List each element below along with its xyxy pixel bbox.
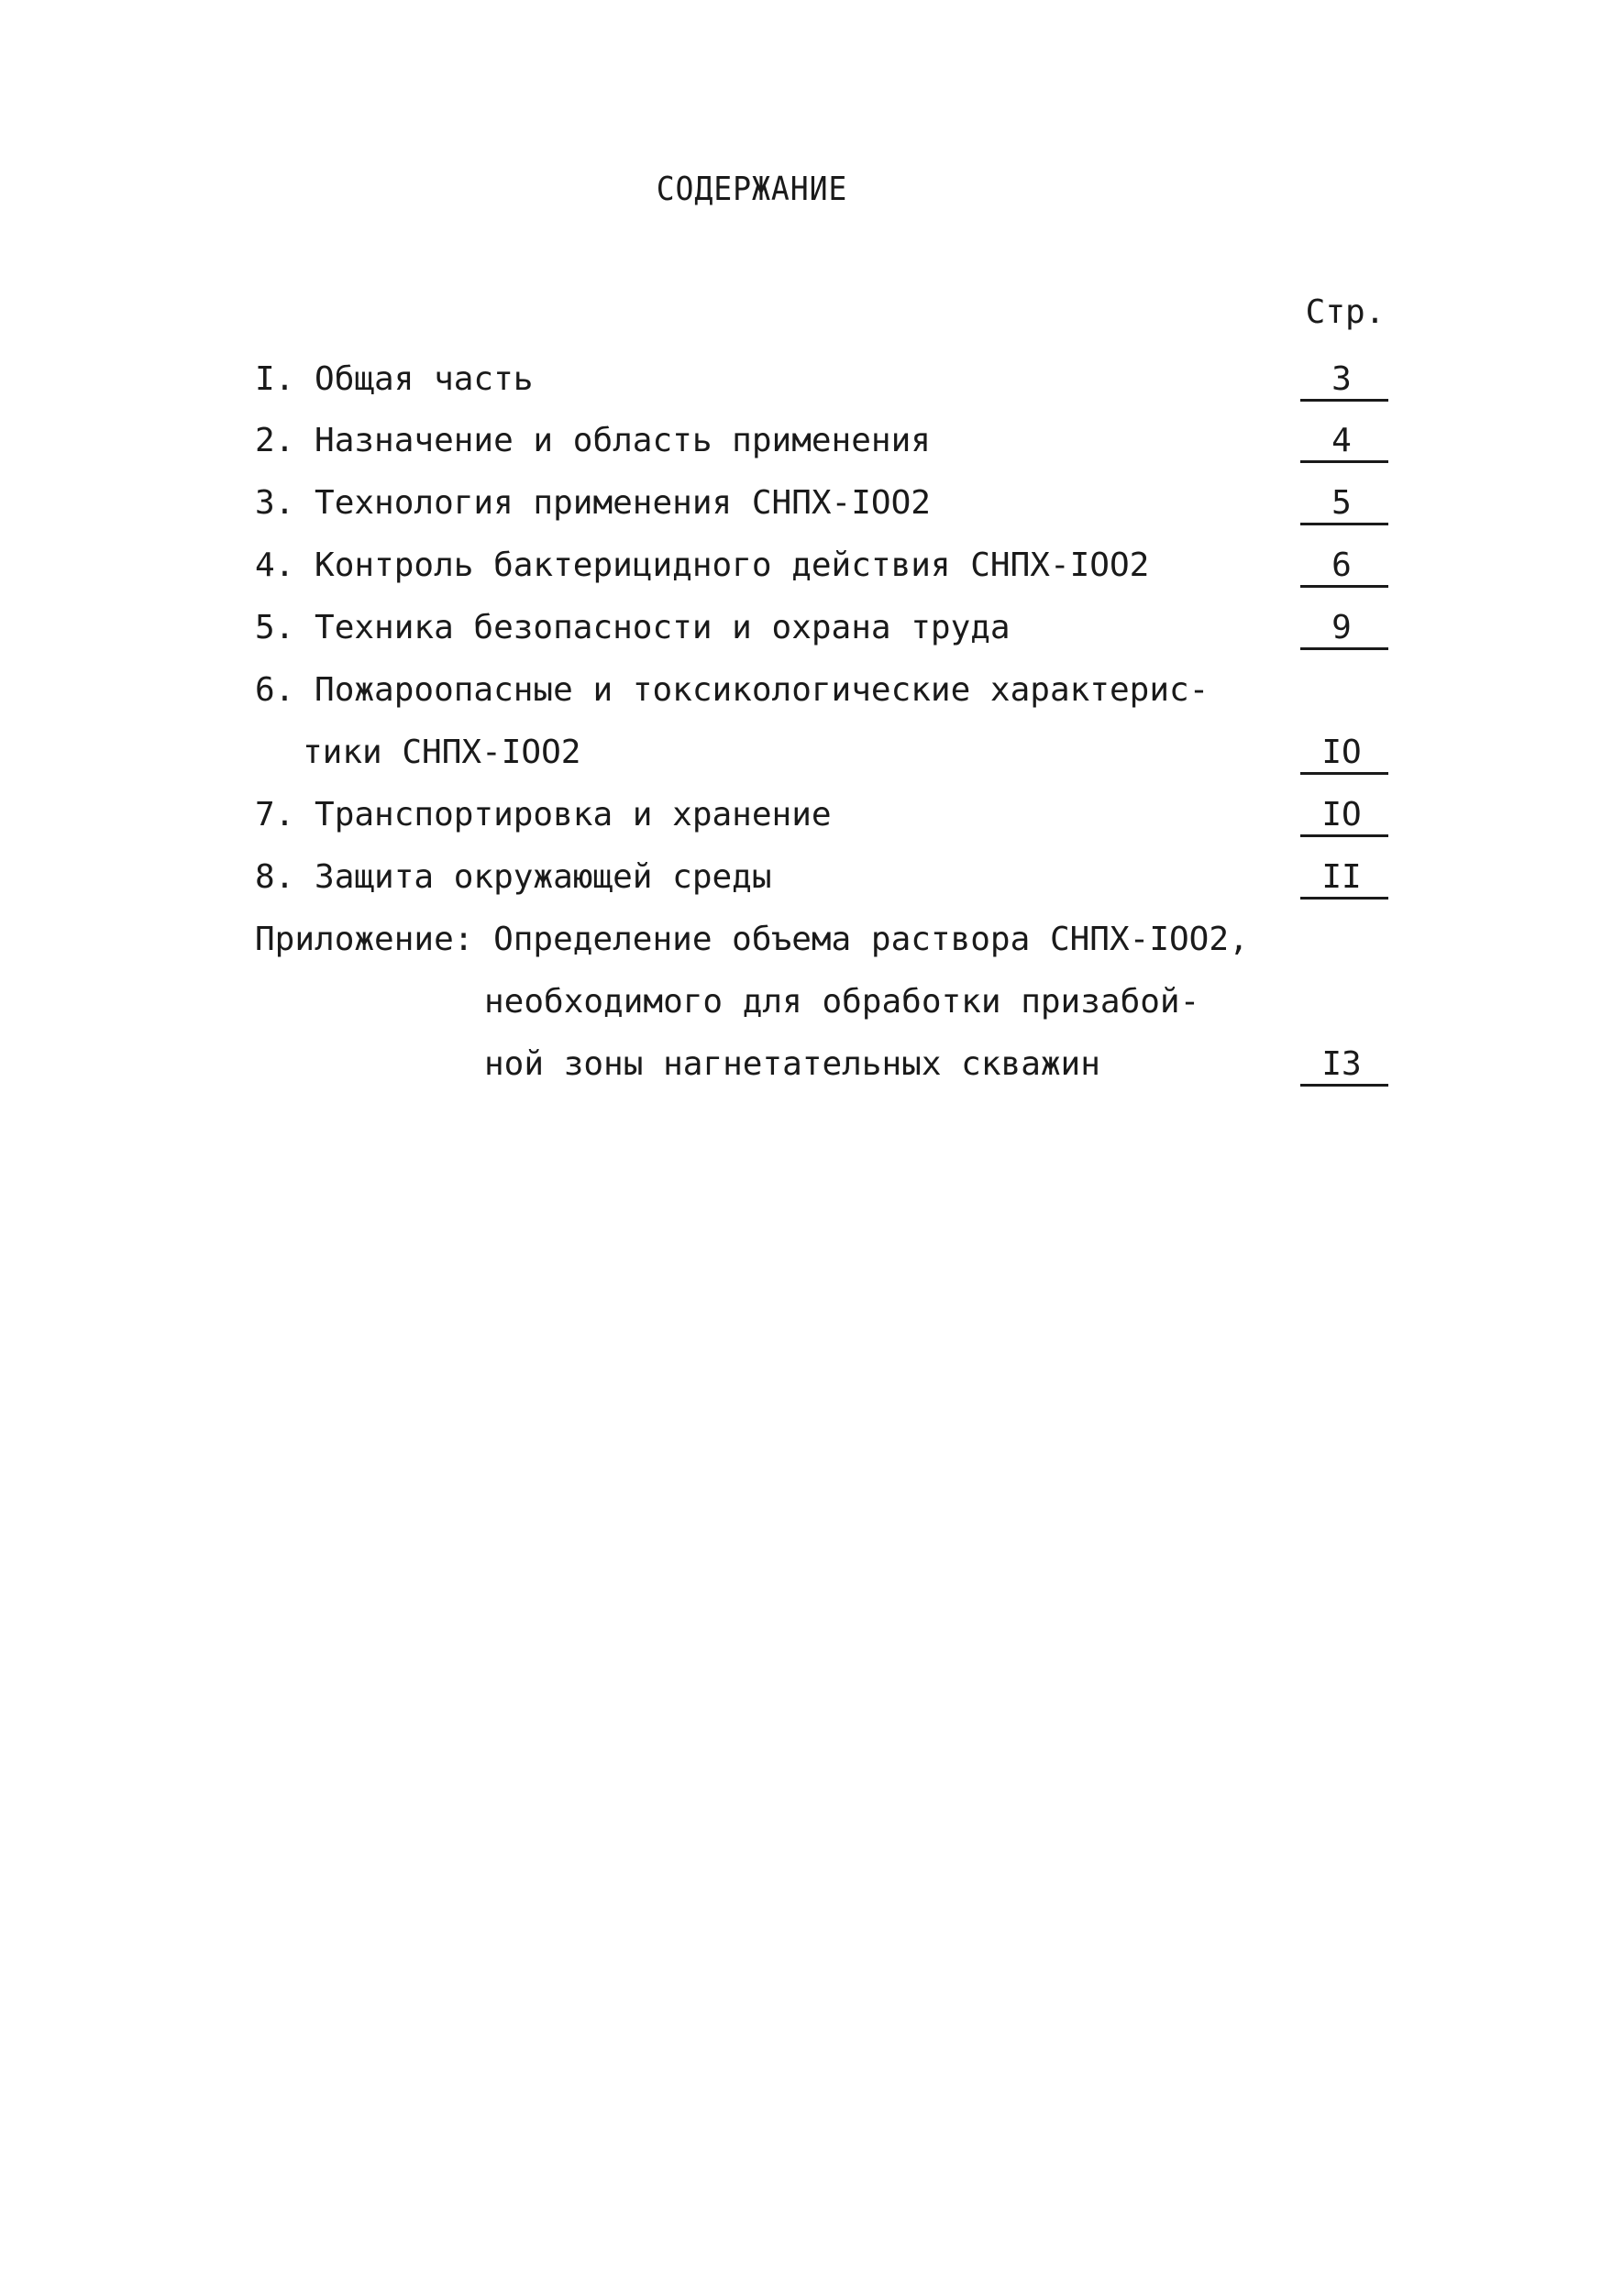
toc-entry-page: 5 bbox=[1300, 476, 1383, 531]
toc-entry-page: 4 bbox=[1300, 414, 1383, 469]
toc-entry-page: II bbox=[1300, 850, 1383, 905]
toc-entry-page: IO bbox=[1300, 725, 1383, 780]
toc-entry-5 bbox=[0, 601, 1467, 656]
toc-entry-page: 9 bbox=[1300, 601, 1383, 656]
toc-entry-6 bbox=[0, 663, 1467, 718]
toc-entry-4 bbox=[0, 538, 1467, 593]
toc-appendix-text-continuation: необходимого для обработки призабой- bbox=[484, 983, 1200, 1021]
toc-entry-page: IO bbox=[1300, 788, 1383, 843]
page-column-header: Стр. bbox=[1305, 293, 1386, 331]
toc-entry-2 bbox=[0, 414, 1467, 469]
toc-entry-3 bbox=[0, 476, 1467, 531]
toc-appendix-text: Приложение: Определение объема раствора СНПХ-IOO2, bbox=[255, 921, 1249, 958]
toc-entry-text-continuation: тики СНПХ-IOO2 bbox=[303, 734, 581, 771]
toc-entry-8 bbox=[0, 850, 1467, 905]
toc-appendix-continuation-2 bbox=[0, 1037, 1467, 1092]
document-title: СОДЕРЖАНИЕ bbox=[656, 171, 848, 208]
toc-entry-text: 6. Пожароопасные и токсикологические характерис- bbox=[255, 671, 1210, 709]
toc-entry-text: 8. Защита окружающей среды bbox=[255, 858, 772, 896]
toc-entry-text: 3. Технология применения СНПХ-IOO2 bbox=[255, 484, 931, 522]
toc-entry-text: 2. Назначение и область применения bbox=[255, 422, 931, 459]
toc-entry-1 bbox=[0, 352, 1467, 407]
toc-entry-page: I3 bbox=[1300, 1037, 1383, 1092]
toc-entry-page: 3 bbox=[1300, 352, 1383, 407]
toc-entry-text: 5. Техника безопасности и охрана труда bbox=[255, 609, 1011, 646]
toc-entry-text: 7. Транспортировка и хранение bbox=[255, 796, 832, 833]
toc-entry-6-continuation bbox=[0, 725, 1467, 780]
toc-appendix-text-continuation: ной зоны нагнетательных скважин bbox=[484, 1045, 1100, 1083]
toc-entry-page: 6 bbox=[1300, 538, 1383, 593]
toc-appendix-continuation-1 bbox=[0, 975, 1467, 1030]
toc-entry-text: I. Общая часть bbox=[255, 360, 534, 398]
toc-entry-text: 4. Контроль бактерицидного действия СНПХ-IOO2 bbox=[255, 546, 1150, 584]
toc-appendix bbox=[0, 912, 1467, 967]
toc-entry-7 bbox=[0, 788, 1467, 843]
